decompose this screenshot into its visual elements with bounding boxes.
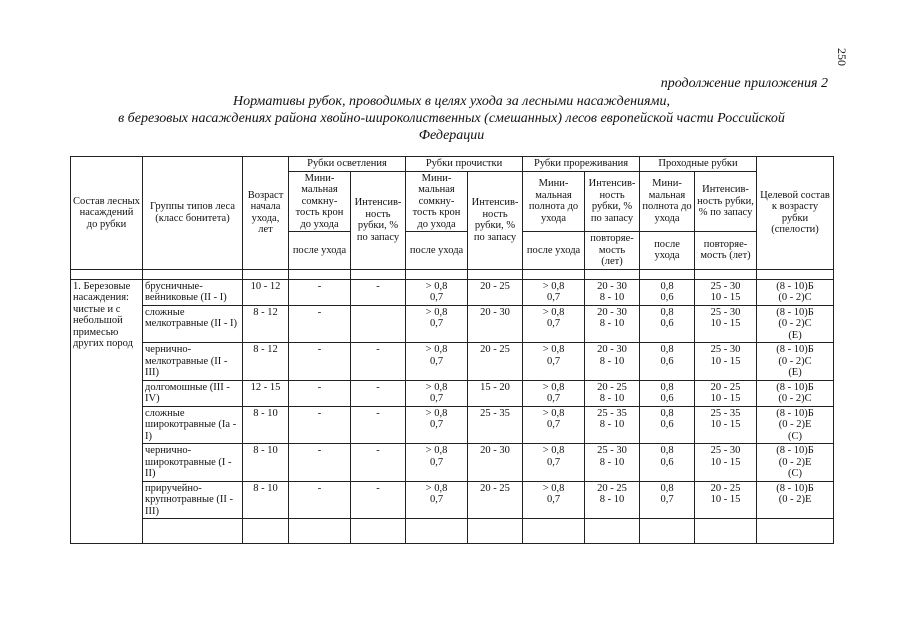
- cell-min-density: 0,8 0,6: [640, 380, 695, 406]
- cell-age: 10 - 12: [243, 279, 289, 305]
- cell-target: (8 - 10)Б (0 - 2)С (Е): [757, 305, 834, 343]
- cell-intensity: 25 - 30 8 - 10: [585, 444, 640, 482]
- table-row: [71, 305, 834, 343]
- header-cleaning: Рубки прочистки: [406, 157, 523, 172]
- cell-age: 8 - 12: [243, 343, 289, 381]
- cell-intensity: 20 - 25 8 - 10: [585, 380, 640, 406]
- table-row: [71, 380, 834, 406]
- cell-intensity: 25 - 30 10 - 15: [695, 343, 757, 381]
- cell-intensity: 20 - 25: [468, 279, 523, 305]
- cell-target: (8 - 10)Б (0 - 2)Е (С): [757, 406, 834, 444]
- cell-min-closure: > 0,8 0,7: [406, 481, 468, 519]
- cell-age: 8 - 10: [243, 444, 289, 482]
- header-intensity: Интенсив-ность рубки, % по запасу: [468, 171, 523, 269]
- cell-intensity: 25 - 35 8 - 10: [585, 406, 640, 444]
- cell-min-closure: -: [289, 343, 351, 381]
- cell-forest-group: чернично-мелкотравные (II - III): [143, 343, 243, 381]
- header-passage: Проходные рубки: [640, 157, 757, 172]
- cell-min-closure: -: [289, 305, 351, 343]
- header-intensity: Интенсив-ность рубки, % по запасу: [585, 171, 640, 232]
- title-line: в березовых насаждениях района хвойно-широколиственных (смешанных) лесов европейской части Российской: [118, 111, 785, 126]
- cell-intensity: 25 - 30 10 - 15: [695, 305, 757, 343]
- header-min-density: Мини-мальная полнота до ухода: [523, 171, 585, 232]
- cell-intensity: -: [351, 343, 406, 381]
- table-row: [71, 279, 834, 305]
- cell-age: 8 - 12: [243, 305, 289, 343]
- cell-min-closure: > 0,8 0,7: [406, 343, 468, 381]
- cell-min-closure: -: [289, 481, 351, 519]
- cell-target: (8 - 10)Б (0 - 2)Е (С): [757, 444, 834, 482]
- cell-min-density: > 0,8 0,7: [523, 444, 585, 482]
- cell-intensity: -: [351, 279, 406, 305]
- header-age: Возраст начала ухода, лет: [243, 157, 289, 270]
- cell-intensity: 20 - 25: [468, 481, 523, 519]
- cell-forest-group: долгомошные (III - IV): [143, 380, 243, 406]
- continuation-label: продолжение приложения 2: [660, 76, 828, 91]
- cell-forest-group: сложные мелкотравные (II - I): [143, 305, 243, 343]
- cell-age: 8 - 10: [243, 481, 289, 519]
- cell-intensity: 20 - 25 10 - 15: [695, 380, 757, 406]
- cell-min-closure: > 0,8 0,7: [406, 406, 468, 444]
- cell-age: 8 - 10: [243, 406, 289, 444]
- title-line: Нормативы рубок, проводимых в целях ухода за лесными насаждениями,: [233, 94, 670, 109]
- cell-target: (8 - 10)Б (0 - 2)Е: [757, 481, 834, 519]
- cell-intensity: [351, 305, 406, 343]
- cell-target: (8 - 10)Б (0 - 2)С (Е): [757, 343, 834, 381]
- cell-min-closure: -: [289, 444, 351, 482]
- cell-forest-group: приручейно-крупнотравные (II - III): [143, 481, 243, 519]
- header-after-care: после ухода: [406, 232, 468, 270]
- header-repeatability: повторяе-мость (лет): [585, 232, 640, 270]
- cell-intensity: 20 - 30 8 - 10: [585, 343, 640, 381]
- cell-forest-group: брусничные-вейниковые (II - I): [143, 279, 243, 305]
- cell-min-closure: > 0,8 0,7: [406, 279, 468, 305]
- cell-min-density: 0,8 0,6: [640, 279, 695, 305]
- header-min-density: Мини-мальная полнота до ухода: [640, 171, 695, 232]
- table-row: [71, 343, 834, 381]
- cell-intensity: 20 - 25 8 - 10: [585, 481, 640, 519]
- cell-forest-group: чернично-широкотравные (I - II): [143, 444, 243, 482]
- cell-min-density: > 0,8 0,7: [523, 279, 585, 305]
- cell-intensity: 15 - 20: [468, 380, 523, 406]
- cell-min-closure: > 0,8 0,7: [406, 380, 468, 406]
- cell-intensity: -: [351, 444, 406, 482]
- cell-age: 12 - 15: [243, 380, 289, 406]
- cell-min-closure: -: [289, 406, 351, 444]
- cell-min-closure: > 0,8 0,7: [406, 305, 468, 343]
- title-line: Федерации: [418, 128, 485, 143]
- cell-min-closure: -: [289, 279, 351, 305]
- cell-min-density: > 0,8 0,7: [523, 305, 585, 343]
- page-number: 250: [835, 48, 849, 66]
- table-row: [71, 444, 834, 482]
- header-after-care: после ухода: [523, 232, 585, 270]
- cell-intensity: 25 - 35: [468, 406, 523, 444]
- document-title: [70, 93, 833, 144]
- header-light-cutting: Рубки осветления: [289, 157, 406, 172]
- cell-intensity: 25 - 35 10 - 15: [695, 406, 757, 444]
- cell-min-density: 0,8 0,6: [640, 343, 695, 381]
- cell-intensity: 20 - 30: [468, 305, 523, 343]
- header-target: Целевой состав к возрасту рубки (спелости): [757, 157, 834, 270]
- cell-min-density: 0,8 0,6: [640, 444, 695, 482]
- cell-target: (8 - 10)Б (0 - 2)С: [757, 380, 834, 406]
- cell-intensity: 20 - 30 8 - 10: [585, 305, 640, 343]
- cell-intensity: -: [351, 380, 406, 406]
- cell-min-density: > 0,8 0,7: [523, 406, 585, 444]
- table-row: [71, 406, 834, 444]
- cell-min-density: 0,8 0,6: [640, 406, 695, 444]
- cell-intensity: 20 - 30: [468, 444, 523, 482]
- header-forest-groups: Группы типов леса (класс бонитета): [143, 157, 243, 270]
- cell-min-density: > 0,8 0,7: [523, 380, 585, 406]
- cell-min-density: > 0,8 0,7: [523, 481, 585, 519]
- cell-forest-group: сложные широкотравные (Ia - I): [143, 406, 243, 444]
- cell-intensity: -: [351, 406, 406, 444]
- header-min-closure: Мини-мальная сомкну-тость крон до ухода: [406, 171, 468, 232]
- header-after-care: после ухода: [289, 232, 351, 270]
- cell-intensity: 25 - 30 10 - 15: [695, 444, 757, 482]
- cell-intensity: 25 - 30 10 - 15: [695, 279, 757, 305]
- cell-min-density: > 0,8 0,7: [523, 343, 585, 381]
- header-repeatability: повторяе-мость (лет): [695, 232, 757, 270]
- cell-intensity: 20 - 25 10 - 15: [695, 481, 757, 519]
- cell-target: (8 - 10)Б (0 - 2)С: [757, 279, 834, 305]
- header-thinning: Рубки прореживания: [523, 157, 640, 172]
- table-row: [71, 481, 834, 519]
- header-intensity: Интенсив-ность рубки, % по запасу: [351, 171, 406, 269]
- cell-intensity: -: [351, 481, 406, 519]
- cell-intensity: 20 - 30 8 - 10: [585, 279, 640, 305]
- header-composition: Состав лесных насаждений до рубки: [71, 157, 143, 270]
- header-after-care: после ухода: [640, 232, 695, 270]
- cell-min-closure: > 0,8 0,7: [406, 444, 468, 482]
- cell-composition: 1. Березовые насаждения: чистые и с небольшой примесью других пород: [71, 279, 143, 544]
- header-min-closure: Мини-мальная сомкну-тость крон до ухода: [289, 171, 351, 232]
- norms-table: [70, 156, 834, 544]
- cell-min-density: 0,8 0,7: [640, 481, 695, 519]
- cell-intensity: 20 - 25: [468, 343, 523, 381]
- header-intensity: Интенсив-ность рубки, % по запасу: [695, 171, 757, 232]
- cell-min-closure: -: [289, 380, 351, 406]
- cell-min-density: 0,8 0,6: [640, 305, 695, 343]
